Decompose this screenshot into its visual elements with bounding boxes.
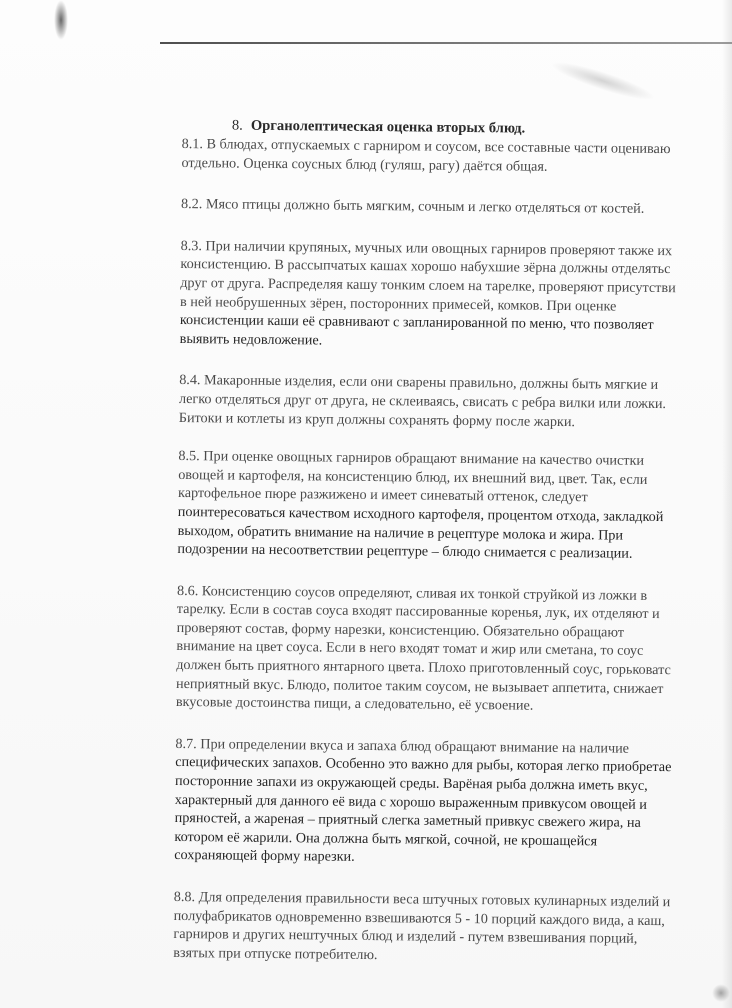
text-line: 8.6. Консистенцию соусов определяют, сливая их тонкой струйкой из ложки в [176, 582, 648, 604]
text-line: 8.4. Макаронные изделия, если они сварены правильно, должны быть мягкие и [179, 372, 659, 394]
text-line: Битоки и котлеты из круп должны сохранять форму после жарки. [178, 409, 576, 430]
section-title: Органолептическая оценка вторых блюд. [250, 117, 526, 137]
scan-smudge [548, 55, 658, 106]
document-body [173, 116, 727, 968]
paragraph-8-3 [180, 237, 726, 354]
text-line: в ней необрушенных зёрен, посторонних примесей, комков. При оценке [179, 293, 617, 315]
text-line: пряностей, а жареная – приятный слегка заметный привкус свежего жира, на [174, 810, 641, 832]
text-line: 8.2. Мясо птицы должно быть мягким, сочным и легко отделяться от костей. [180, 196, 645, 218]
text-line: выявить недовложение. [179, 330, 323, 349]
text-line: взятых при отпуске потребителю. [173, 944, 378, 963]
text-line: 8.3. При наличии крупяных, мучных или овощных гарниров проверяют также их [180, 237, 673, 259]
text-line: внимание на цвет соуса. Если в него входят томат и жир или сметана, то соус [176, 638, 644, 660]
text-line: характерный для данного её вида с хорошо выраженным привкусом овощей и [174, 791, 647, 813]
text-line: консистенции каши её сравнивают с запланированной по меню, что позволяет [179, 312, 654, 334]
text-line: 8.8. Для определения правильности веса штучных готовых кулинарных изделий и [173, 888, 671, 911]
paragraph-8-7 [174, 735, 720, 871]
text-line: выходом, обратить внимание на наличие в рецептуре молока и жира. При [177, 522, 624, 544]
text-line: поинтересоваться качеством исходного картофеля, процентом отхода, закладкой [177, 503, 664, 525]
text-line: 8.7. При определении вкуса и запаха блюд обращают внимание на наличие [175, 735, 630, 757]
text-line: посторонние запахи из окружающей среды. Варёная рыба должна иметь вкус, [174, 772, 648, 794]
paragraph-8-6 [176, 582, 722, 718]
text-line: овощей и картофеля, на консистенцию блюд, их внешний вид, цвет. Так, если [178, 466, 648, 488]
scan-edge-line [160, 42, 732, 44]
scan-artifact-mark [54, 0, 68, 40]
text-line: картофельное пюре разжижено и имеет синеватый оттенок, следует [177, 485, 588, 506]
text-line: котором её жарили. Она должна быть мягкой, сочной, не крошащейся [174, 828, 598, 850]
paragraph-8-4 [179, 371, 725, 432]
section-number: 8. [231, 117, 243, 134]
text-line: проверяют состав, форму нарезки, консистенцию. Обязательно обращают [176, 619, 625, 641]
text-line: сохраняющей форму нарезки. [174, 847, 355, 866]
paragraph-8-5 [177, 447, 723, 564]
paragraph-8-1 [181, 135, 726, 178]
scan-corner-mark [712, 984, 730, 1002]
text-line: тарелку. Если в состав соуса входят пассированные коренья, лук, их отделяют и [176, 601, 660, 623]
text-line: 8.5. При оценке овощных гарниров обращают внимание на качество очистки [178, 448, 645, 469]
text-line: легко отделяться друг от друга, не склеиваясь, свисать с ребра вилки или ложки. [178, 390, 667, 413]
text-line: гарниров и других нештучных блюд и изделий - путем взвешивания порций, [173, 926, 638, 948]
text-line: специфических запахов. Особенно это важно для рыбы, которая легко приобретае [175, 754, 672, 776]
text-line: вкусовые достоинства пищи, а следовательно, её усвоение. [175, 694, 534, 714]
text-line: подозрении на несоответствии рецептуре – блюдо снимается с реализации. [177, 541, 633, 562]
text-line: отдельно. Оценка соусных блюд (гуляш, рагу) даётся общая. [181, 154, 548, 175]
text-line: должен быть приятного янтарного цвета. Плохо приготовленный соус, горьковатс [176, 657, 671, 679]
text-line: консистенцию. В рассыпчатых кашах хорошо набухшие зёрна должны отделятьс [180, 256, 671, 278]
text-line: 8.1. В блюдах, отпускаемых с гарниром и соусом, все составные части оцениваю [181, 135, 671, 158]
paragraph-8-8 [173, 888, 719, 968]
text-line: неприятный вкус. Блюдо, политое таким соусом, не вызывает аппетита, снижает [175, 675, 664, 697]
text-line: полуфабрикатов одновременно взвешиваются 5 - 10 порций каждого вида, а каш, [173, 907, 665, 929]
text-line: друг от друга. Распределяя кашу тонким слоем на тарелке, проверяют присутстви [180, 274, 676, 297]
